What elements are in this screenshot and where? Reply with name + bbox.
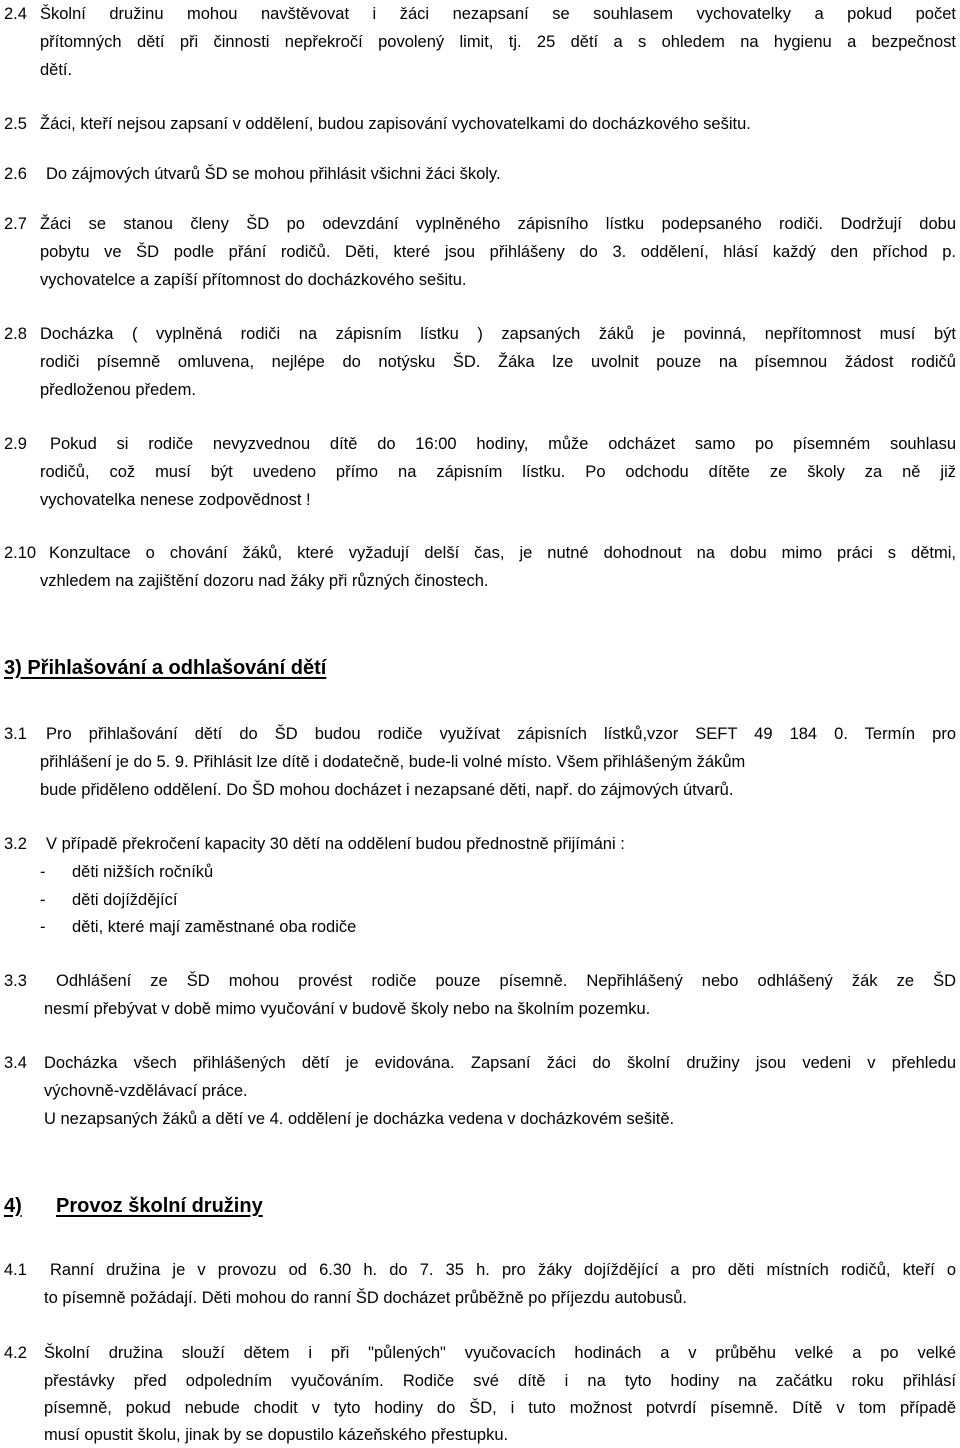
- paragraph-line: písemně, pokud nebude chodit v tyto hodiny do ŠD, i tuto možnost potvrdí písemně. Dítě v tom případě: [44, 1399, 956, 1417]
- item-number: 3.3: [4, 972, 27, 990]
- paragraph-line: přítomných dětí při činnosti nepřekročí povolený limit, tj. 25 dětí a s ohledem na hygienu a bezpečnost: [40, 33, 956, 51]
- paragraph-line: vychovatelka nenese zodpovědnost !: [40, 491, 311, 509]
- paragraph-line: bude přiděleno oddělení. Do ŠD mohou docházet i nezapsané děti, např. do zájmových útvarů.: [40, 781, 734, 799]
- item-number: 3.2: [4, 835, 27, 853]
- bullet-dash: -: [40, 863, 46, 881]
- item-number: 2.6: [4, 165, 27, 183]
- paragraph-line: Ranní družina je v provozu od 6.30 h. do 7. 35 h. pro žáky dojíždějící a pro děti místních rodičů, kteří o: [50, 1261, 956, 1279]
- list-item: děti, které mají zaměstnané oba rodiče: [72, 918, 357, 936]
- paragraph-line: nesmí přebývat v době mimo vyučování v budově školy nebo na školním pozemku.: [44, 1000, 651, 1018]
- section-heading-number: 4): [4, 1195, 22, 1217]
- paragraph-line: Do zájmových útvarů ŠD se mohou přihlásit všichni žáci školy.: [46, 165, 501, 183]
- list-item: děti dojíždějící: [72, 891, 178, 909]
- paragraph-line: to písemně požádají. Děti mohou do ranní ŠD docházet průběžně po příjezdu autobusů.: [44, 1289, 688, 1307]
- paragraph-line: přestávky před odpoledním vyučováním. Rodiče své dítě i na tyto hodiny na začátku roku přihlásí: [44, 1372, 956, 1390]
- paragraph-line: Odhlášení ze ŠD mohou provést rodiče pouze písemně. Nepřihlášený nebo odhlášený žák ze ŠD: [56, 972, 956, 990]
- paragraph-line: Žáci se stanou členy ŠD po odevzdání vyplněného zápisního lístku podepsaného rodiči. Dodržují dobu: [40, 215, 956, 233]
- paragraph-line: předloženou předem.: [40, 381, 196, 399]
- item-number: 3.4: [4, 1054, 27, 1072]
- paragraph-line: rodiči písemně omluvena, nejlépe do notýsku ŠD. Žáka lze uvolnit pouze na písemnou žádost rodičů: [40, 353, 956, 371]
- item-number: 2.5: [4, 115, 27, 133]
- paragraph-line: U nezapsaných žáků a dětí ve 4. oddělení je docházka vedena v docházkovém sešitě.: [44, 1110, 675, 1128]
- paragraph-line: Docházka ( vyplněná rodiči na zápisním lístku ) zapsaných žáků je povinná, nepřítomnost musí být: [40, 325, 956, 343]
- paragraph-line: Školní družinu mohou navštěvovat i žáci nezapsaní se souhlasem vychovatelky a pokud počet: [40, 5, 956, 23]
- paragraph-line: Pro přihlašování dětí do ŠD budou rodiče využívat zápisních lístků,vzor SEFT 49 184 0. Termín pro: [46, 725, 956, 743]
- section-heading: Provoz školní družiny: [56, 1195, 263, 1217]
- paragraph-line: Docházka všech přihlášených dětí je evidována. Zapsaní žáci do školní družiny jsou vedeni v přehledu: [44, 1054, 956, 1072]
- bullet-dash: -: [40, 891, 46, 909]
- paragraph-line: Konzultace o chování žáků, které vyžadují delší čas, je nutné dohodnout na dobu mimo práci s dětmi,: [49, 544, 956, 562]
- paragraph-line: Pokud si rodiče nevyzvednou dítě do 16:00 hodiny, může odcházet samo po písemném souhlasu: [50, 435, 956, 453]
- section-heading: 3) Přihlašování a odhlašování dětí: [4, 657, 327, 679]
- paragraph-line: Školní družina slouží dětem i při "půlených" vyučovacích hodinách a v průběhu velké a po velké: [44, 1344, 956, 1362]
- item-number: 3.1: [4, 725, 27, 743]
- item-number: 2.10: [4, 544, 37, 562]
- list-item: děti nižších ročníků: [72, 863, 214, 881]
- item-number: 4.2: [4, 1344, 27, 1362]
- item-number: 2.9: [4, 435, 27, 453]
- item-number: 2.7: [4, 215, 27, 233]
- paragraph-line: vzhledem na zajištění dozoru nad žáky při různých činostech.: [40, 572, 489, 590]
- item-number: 2.8: [4, 325, 27, 343]
- bullet-dash: -: [40, 918, 46, 936]
- item-number: 4.1: [4, 1261, 27, 1279]
- paragraph-line: vychovatelce a zapíší přítomnost do docházkového sešitu.: [40, 271, 467, 289]
- paragraph-line: musí opustit školu, jinak by se dopustilo kázeňského přestupku.: [44, 1426, 509, 1444]
- paragraph-line: přihlášení je do 5. 9. Přihlásit lze dítě i dodatečně, bude-li volné místo. Všem přihlášeným žákům: [40, 753, 746, 771]
- paragraph-line: rodičů, což musí být uvedeno přímo na zápisním lístku. Po odchodu dítěte ze školy za ně již: [40, 463, 956, 481]
- paragraph-line: Žáci, kteří nejsou zapsaní v oddělení, budou zapisování vychovatelkami do docházkového sešitu.: [40, 115, 751, 133]
- paragraph-line: pobytu ve ŠD podle přání rodičů. Děti, které jsou přihlášeny do 3. oddělení, hlásí každý den příchod p.: [40, 243, 956, 261]
- paragraph-line: výchovně-vzdělávací práce.: [44, 1082, 248, 1100]
- paragraph-line: V případě překročení kapacity 30 dětí na oddělení budou přednostně přijímáni :: [46, 835, 625, 853]
- item-number: 2.4: [4, 5, 27, 23]
- paragraph-line: dětí.: [40, 61, 73, 79]
